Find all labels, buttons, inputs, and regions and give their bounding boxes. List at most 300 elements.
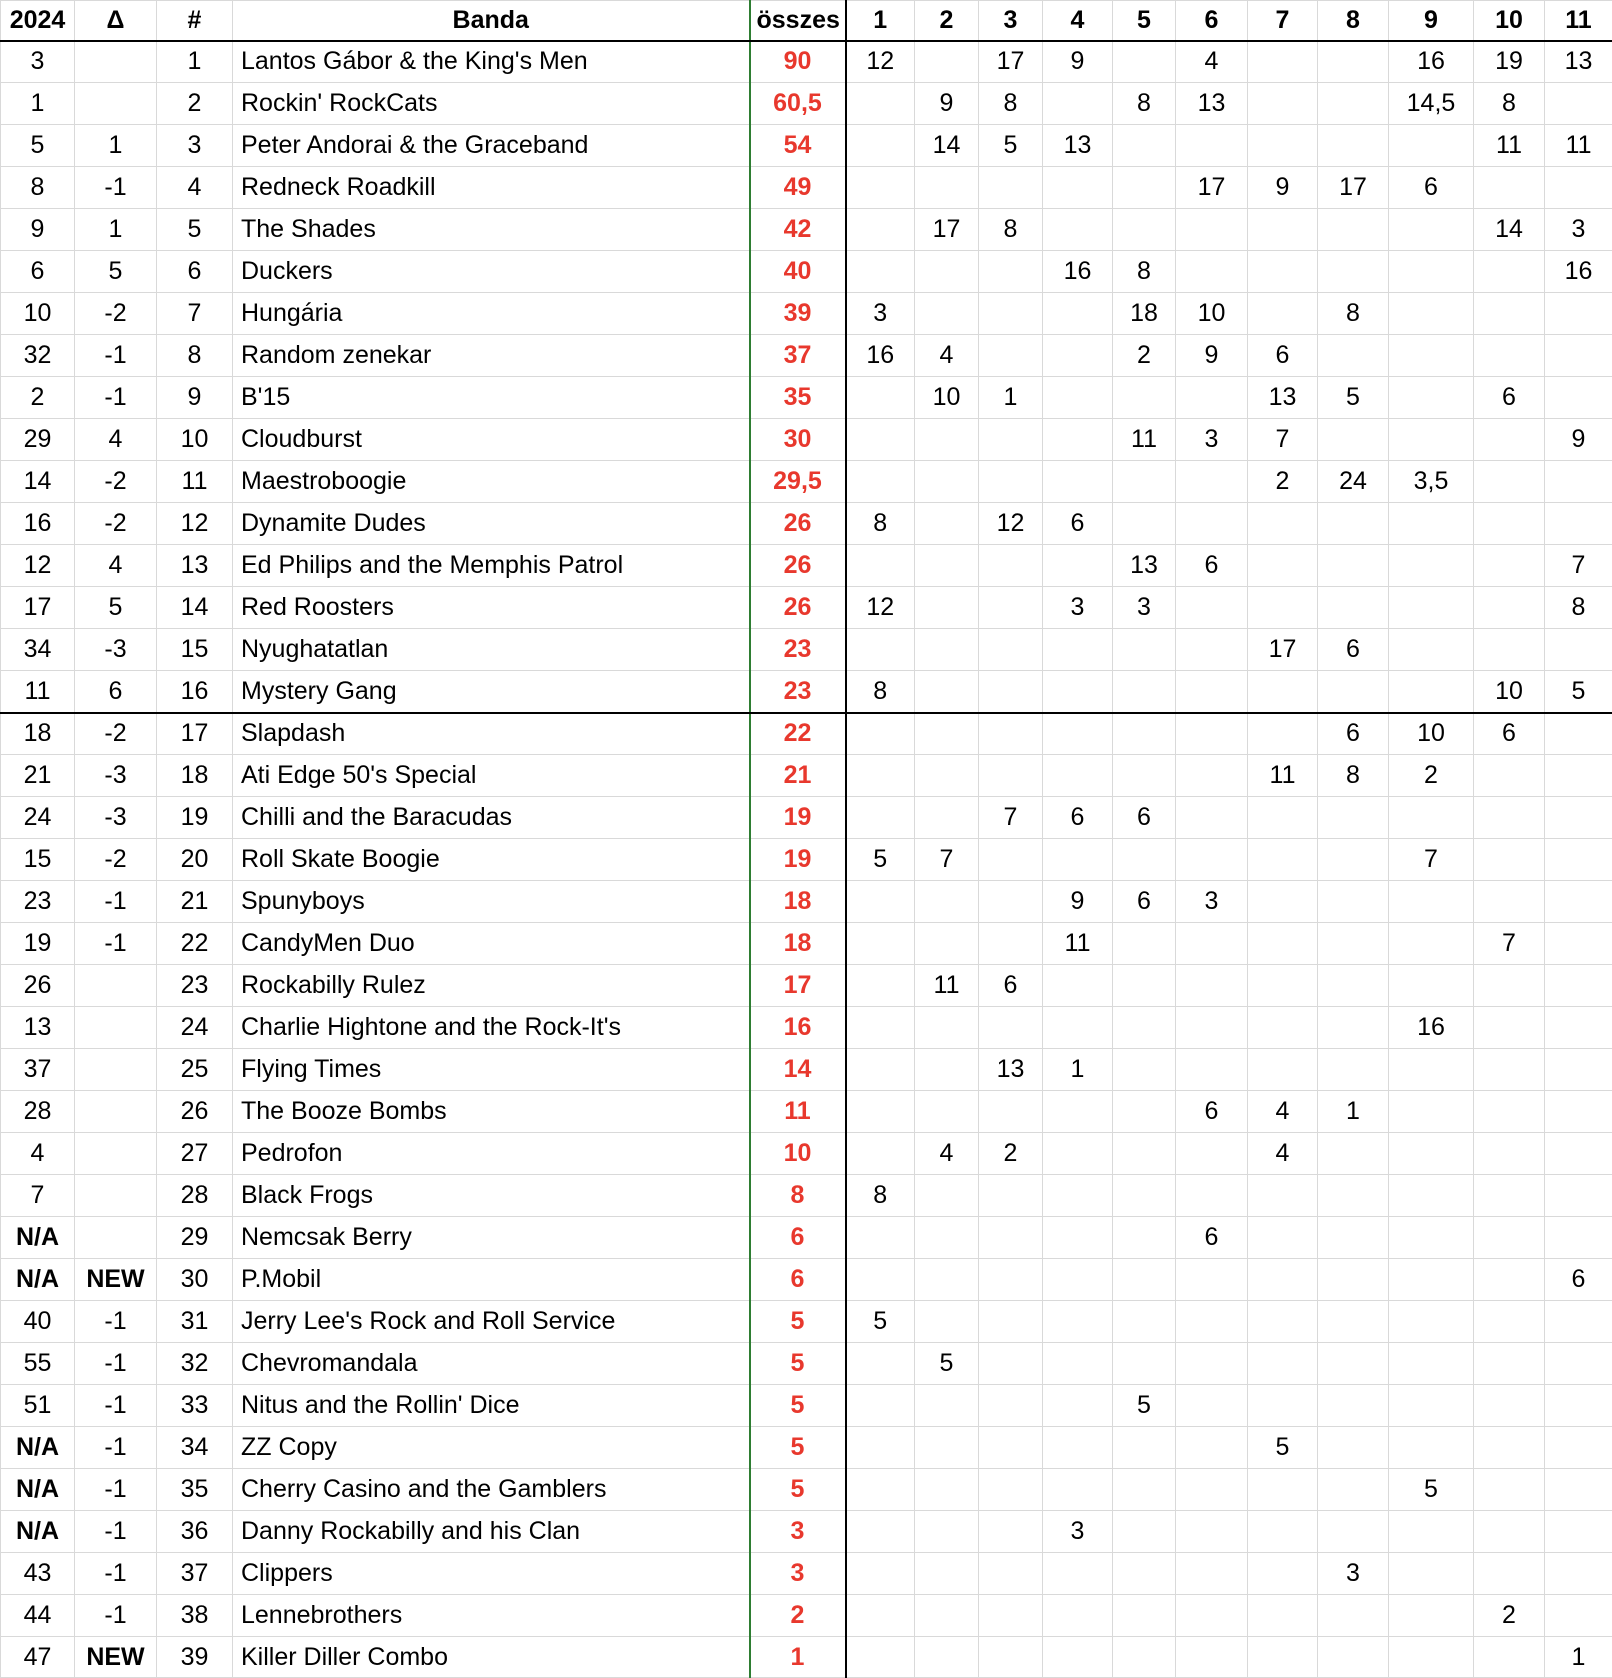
cell-event-11[interactable]: 1 [1545, 1637, 1612, 1678]
cell-event-10[interactable] [1474, 503, 1545, 545]
cell-total[interactable]: 5 [750, 1385, 846, 1427]
cell-event-11[interactable] [1545, 83, 1612, 125]
cell-event-10[interactable] [1474, 1427, 1545, 1469]
cell-event-9[interactable] [1389, 629, 1474, 671]
cell-event-10[interactable] [1474, 1511, 1545, 1553]
cell-event-10[interactable] [1474, 629, 1545, 671]
cell-rank[interactable]: 11 [157, 461, 233, 503]
cell-event-3[interactable] [979, 755, 1043, 797]
cell-band-name[interactable]: Spunyboys [233, 881, 750, 923]
cell-total[interactable]: 8 [750, 1175, 846, 1217]
cell-total[interactable]: 39 [750, 293, 846, 335]
cell-event-7[interactable] [1248, 83, 1318, 125]
cell-event-7[interactable]: 2 [1248, 461, 1318, 503]
cell-event-5[interactable] [1113, 125, 1176, 167]
cell-event-4[interactable]: 11 [1043, 923, 1113, 965]
cell-total[interactable]: 1 [750, 1637, 846, 1678]
cell-band-name[interactable]: Chevromandala [233, 1343, 750, 1385]
cell-total[interactable]: 30 [750, 419, 846, 461]
cell-rank[interactable]: 32 [157, 1343, 233, 1385]
cell-event-3[interactable] [979, 881, 1043, 923]
cell-rank[interactable]: 30 [157, 1259, 233, 1301]
cell-event-6[interactable] [1176, 797, 1248, 839]
cell-prev-year-rank[interactable]: 21 [1, 755, 75, 797]
cell-event-8[interactable] [1318, 1175, 1389, 1217]
cell-event-5[interactable] [1113, 1217, 1176, 1259]
cell-prev-year-rank[interactable]: 40 [1, 1301, 75, 1343]
cell-event-3[interactable] [979, 251, 1043, 293]
cell-event-4[interactable] [1043, 209, 1113, 251]
cell-rank[interactable]: 36 [157, 1511, 233, 1553]
cell-event-8[interactable] [1318, 503, 1389, 545]
cell-event-3[interactable] [979, 1553, 1043, 1595]
cell-total[interactable]: 37 [750, 335, 846, 377]
cell-event-1[interactable] [846, 461, 915, 503]
cell-event-8[interactable]: 17 [1318, 167, 1389, 209]
cell-event-7[interactable] [1248, 923, 1318, 965]
cell-event-2[interactable] [915, 1217, 979, 1259]
cell-event-4[interactable]: 16 [1043, 251, 1113, 293]
cell-band-name[interactable]: Duckers [233, 251, 750, 293]
cell-event-10[interactable] [1474, 293, 1545, 335]
cell-rank[interactable]: 13 [157, 545, 233, 587]
cell-delta[interactable]: NEW [75, 1637, 157, 1678]
header-cell-event-1[interactable]: 1 [846, 1, 915, 41]
cell-total[interactable]: 54 [750, 125, 846, 167]
cell-band-name[interactable]: ZZ Copy [233, 1427, 750, 1469]
cell-total[interactable]: 90 [750, 41, 846, 83]
cell-delta[interactable]: -1 [75, 1343, 157, 1385]
cell-event-2[interactable]: 7 [915, 839, 979, 881]
cell-event-8[interactable]: 5 [1318, 377, 1389, 419]
cell-rank[interactable]: 7 [157, 293, 233, 335]
cell-band-name[interactable]: CandyMen Duo [233, 923, 750, 965]
cell-event-11[interactable] [1545, 461, 1612, 503]
cell-event-7[interactable] [1248, 881, 1318, 923]
cell-event-8[interactable] [1318, 587, 1389, 629]
cell-event-10[interactable] [1474, 545, 1545, 587]
cell-event-2[interactable]: 11 [915, 965, 979, 1007]
cell-total[interactable]: 17 [750, 965, 846, 1007]
cell-event-6[interactable]: 17 [1176, 167, 1248, 209]
cell-event-3[interactable] [979, 1007, 1043, 1049]
header-cell-event-4[interactable]: 4 [1043, 1, 1113, 41]
cell-delta[interactable]: -2 [75, 503, 157, 545]
cell-prev-year-rank[interactable]: 47 [1, 1637, 75, 1678]
cell-event-5[interactable] [1113, 1049, 1176, 1091]
cell-event-4[interactable]: 6 [1043, 503, 1113, 545]
cell-event-2[interactable] [915, 545, 979, 587]
cell-delta[interactable]: -1 [75, 881, 157, 923]
cell-event-10[interactable] [1474, 965, 1545, 1007]
cell-event-1[interactable]: 3 [846, 293, 915, 335]
cell-event-11[interactable]: 6 [1545, 1259, 1612, 1301]
cell-event-6[interactable]: 4 [1176, 41, 1248, 83]
cell-rank[interactable]: 2 [157, 83, 233, 125]
cell-delta[interactable]: -1 [75, 167, 157, 209]
cell-delta[interactable]: -1 [75, 1511, 157, 1553]
cell-event-3[interactable]: 6 [979, 965, 1043, 1007]
cell-event-9[interactable] [1389, 293, 1474, 335]
cell-event-7[interactable] [1248, 587, 1318, 629]
cell-event-6[interactable]: 10 [1176, 293, 1248, 335]
cell-event-5[interactable] [1113, 671, 1176, 713]
cell-event-10[interactable] [1474, 1217, 1545, 1259]
cell-band-name[interactable]: Cloudburst [233, 419, 750, 461]
cell-rank[interactable]: 18 [157, 755, 233, 797]
cell-event-8[interactable] [1318, 1301, 1389, 1343]
cell-event-1[interactable]: 8 [846, 503, 915, 545]
cell-rank[interactable]: 3 [157, 125, 233, 167]
cell-event-11[interactable] [1545, 1511, 1612, 1553]
cell-event-6[interactable] [1176, 1133, 1248, 1175]
cell-event-8[interactable] [1318, 125, 1389, 167]
cell-event-7[interactable] [1248, 1007, 1318, 1049]
cell-event-3[interactable] [979, 1427, 1043, 1469]
cell-rank[interactable]: 33 [157, 1385, 233, 1427]
cell-event-1[interactable] [846, 125, 915, 167]
cell-event-3[interactable] [979, 461, 1043, 503]
cell-event-11[interactable] [1545, 755, 1612, 797]
cell-event-9[interactable] [1389, 1133, 1474, 1175]
cell-event-6[interactable] [1176, 1049, 1248, 1091]
cell-event-7[interactable] [1248, 503, 1318, 545]
cell-event-8[interactable]: 24 [1318, 461, 1389, 503]
cell-delta[interactable] [75, 41, 157, 83]
cell-event-1[interactable] [846, 1133, 915, 1175]
cell-event-11[interactable] [1545, 1091, 1612, 1133]
cell-event-8[interactable] [1318, 1595, 1389, 1637]
cell-event-9[interactable]: 14,5 [1389, 83, 1474, 125]
cell-prev-year-rank[interactable]: 4 [1, 1133, 75, 1175]
cell-event-9[interactable] [1389, 1175, 1474, 1217]
cell-event-5[interactable] [1113, 209, 1176, 251]
cell-delta[interactable]: 4 [75, 545, 157, 587]
cell-event-1[interactable] [846, 1385, 915, 1427]
header-cell-delta[interactable]: Δ [75, 1, 157, 41]
cell-event-5[interactable] [1113, 41, 1176, 83]
header-cell-event-10[interactable]: 10 [1474, 1, 1545, 41]
cell-rank[interactable]: 23 [157, 965, 233, 1007]
cell-event-1[interactable] [846, 251, 915, 293]
cell-rank[interactable]: 31 [157, 1301, 233, 1343]
cell-prev-year-rank[interactable]: 3 [1, 41, 75, 83]
cell-band-name[interactable]: Ed Philips and the Memphis Patrol [233, 545, 750, 587]
cell-event-3[interactable] [979, 671, 1043, 713]
cell-event-1[interactable] [846, 1007, 915, 1049]
cell-delta[interactable]: 1 [75, 125, 157, 167]
cell-delta[interactable]: 5 [75, 251, 157, 293]
cell-event-1[interactable] [846, 419, 915, 461]
cell-prev-year-rank[interactable]: N/A [1, 1427, 75, 1469]
cell-event-6[interactable] [1176, 1343, 1248, 1385]
cell-total[interactable]: 11 [750, 1091, 846, 1133]
cell-event-1[interactable]: 8 [846, 1175, 915, 1217]
cell-event-11[interactable] [1545, 1595, 1612, 1637]
cell-total[interactable]: 2 [750, 1595, 846, 1637]
cell-event-8[interactable] [1318, 1637, 1389, 1678]
cell-prev-year-rank[interactable]: 6 [1, 251, 75, 293]
cell-event-1[interactable] [846, 1595, 915, 1637]
cell-event-4[interactable] [1043, 839, 1113, 881]
cell-event-5[interactable] [1113, 1091, 1176, 1133]
cell-band-name[interactable]: Dynamite Dudes [233, 503, 750, 545]
cell-event-8[interactable] [1318, 209, 1389, 251]
cell-prev-year-rank[interactable]: 32 [1, 335, 75, 377]
cell-event-6[interactable]: 6 [1176, 1091, 1248, 1133]
cell-band-name[interactable]: Slapdash [233, 713, 750, 755]
cell-band-name[interactable]: Redneck Roadkill [233, 167, 750, 209]
cell-event-5[interactable] [1113, 1595, 1176, 1637]
cell-event-8[interactable] [1318, 881, 1389, 923]
cell-event-9[interactable] [1389, 1343, 1474, 1385]
cell-event-4[interactable] [1043, 1469, 1113, 1511]
cell-prev-year-rank[interactable]: 8 [1, 167, 75, 209]
cell-event-10[interactable] [1474, 587, 1545, 629]
cell-event-11[interactable] [1545, 1469, 1612, 1511]
cell-event-5[interactable]: 6 [1113, 881, 1176, 923]
cell-event-7[interactable] [1248, 125, 1318, 167]
cell-event-10[interactable]: 14 [1474, 209, 1545, 251]
cell-event-8[interactable] [1318, 1259, 1389, 1301]
cell-event-7[interactable] [1248, 1301, 1318, 1343]
cell-event-1[interactable]: 16 [846, 335, 915, 377]
cell-delta[interactable]: -2 [75, 461, 157, 503]
cell-event-7[interactable] [1248, 1175, 1318, 1217]
cell-rank[interactable]: 4 [157, 167, 233, 209]
cell-event-3[interactable]: 5 [979, 125, 1043, 167]
cell-delta[interactable]: NEW [75, 1259, 157, 1301]
cell-event-2[interactable] [915, 1007, 979, 1049]
cell-event-10[interactable] [1474, 419, 1545, 461]
cell-event-2[interactable]: 4 [915, 1133, 979, 1175]
cell-band-name[interactable]: Random zenekar [233, 335, 750, 377]
cell-event-1[interactable] [846, 1553, 915, 1595]
cell-total[interactable]: 35 [750, 377, 846, 419]
cell-event-4[interactable]: 6 [1043, 797, 1113, 839]
cell-event-6[interactable] [1176, 965, 1248, 1007]
cell-total[interactable]: 5 [750, 1343, 846, 1385]
cell-event-6[interactable]: 3 [1176, 881, 1248, 923]
header-cell-total[interactable]: összes [750, 1, 846, 41]
cell-event-10[interactable] [1474, 251, 1545, 293]
cell-prev-year-rank[interactable]: 51 [1, 1385, 75, 1427]
cell-event-9[interactable]: 16 [1389, 1007, 1474, 1049]
cell-event-2[interactable] [915, 1637, 979, 1678]
cell-event-10[interactable] [1474, 1343, 1545, 1385]
cell-event-7[interactable]: 4 [1248, 1133, 1318, 1175]
cell-event-9[interactable] [1389, 1217, 1474, 1259]
cell-event-10[interactable] [1474, 755, 1545, 797]
cell-event-7[interactable]: 17 [1248, 629, 1318, 671]
cell-event-11[interactable] [1545, 1385, 1612, 1427]
cell-event-7[interactable] [1248, 209, 1318, 251]
cell-event-7[interactable] [1248, 1049, 1318, 1091]
cell-event-11[interactable] [1545, 1427, 1612, 1469]
cell-event-6[interactable]: 13 [1176, 83, 1248, 125]
cell-event-8[interactable] [1318, 1217, 1389, 1259]
cell-event-2[interactable] [915, 1091, 979, 1133]
cell-event-2[interactable] [915, 293, 979, 335]
cell-event-7[interactable]: 13 [1248, 377, 1318, 419]
cell-event-11[interactable]: 11 [1545, 125, 1612, 167]
cell-event-5[interactable] [1113, 1511, 1176, 1553]
cell-event-1[interactable] [846, 965, 915, 1007]
cell-total[interactable]: 10 [750, 1133, 846, 1175]
cell-delta[interactable]: -1 [75, 1301, 157, 1343]
cell-event-8[interactable] [1318, 923, 1389, 965]
cell-delta[interactable]: -1 [75, 1469, 157, 1511]
cell-prev-year-rank[interactable]: 9 [1, 209, 75, 251]
cell-event-4[interactable] [1043, 1637, 1113, 1678]
cell-event-5[interactable]: 13 [1113, 545, 1176, 587]
cell-event-2[interactable]: 10 [915, 377, 979, 419]
cell-event-1[interactable] [846, 1511, 915, 1553]
cell-rank[interactable]: 21 [157, 881, 233, 923]
cell-delta[interactable]: -3 [75, 629, 157, 671]
cell-event-2[interactable] [915, 1427, 979, 1469]
cell-event-7[interactable] [1248, 1469, 1318, 1511]
cell-prev-year-rank[interactable]: 5 [1, 125, 75, 167]
cell-event-9[interactable]: 2 [1389, 755, 1474, 797]
cell-event-4[interactable] [1043, 83, 1113, 125]
cell-band-name[interactable]: Mystery Gang [233, 671, 750, 713]
cell-rank[interactable]: 6 [157, 251, 233, 293]
cell-event-2[interactable] [915, 629, 979, 671]
cell-total[interactable]: 40 [750, 251, 846, 293]
cell-event-2[interactable] [915, 167, 979, 209]
cell-event-4[interactable] [1043, 167, 1113, 209]
cell-band-name[interactable]: Danny Rockabilly and his Clan [233, 1511, 750, 1553]
cell-prev-year-rank[interactable]: 44 [1, 1595, 75, 1637]
cell-event-6[interactable] [1176, 251, 1248, 293]
cell-event-8[interactable] [1318, 419, 1389, 461]
cell-event-4[interactable] [1043, 713, 1113, 755]
cell-event-8[interactable] [1318, 335, 1389, 377]
cell-event-10[interactable]: 8 [1474, 83, 1545, 125]
cell-delta[interactable]: 1 [75, 209, 157, 251]
cell-event-5[interactable] [1113, 1637, 1176, 1678]
cell-band-name[interactable]: B'15 [233, 377, 750, 419]
cell-event-8[interactable] [1318, 1049, 1389, 1091]
cell-event-3[interactable]: 17 [979, 41, 1043, 83]
cell-event-2[interactable]: 5 [915, 1343, 979, 1385]
cell-total[interactable]: 26 [750, 587, 846, 629]
cell-event-7[interactable] [1248, 965, 1318, 1007]
cell-event-8[interactable] [1318, 1427, 1389, 1469]
cell-delta[interactable]: -1 [75, 1427, 157, 1469]
cell-prev-year-rank[interactable]: 1 [1, 83, 75, 125]
cell-delta[interactable]: 6 [75, 671, 157, 713]
cell-prev-year-rank[interactable]: N/A [1, 1259, 75, 1301]
cell-prev-year-rank[interactable]: 37 [1, 1049, 75, 1091]
cell-event-10[interactable] [1474, 335, 1545, 377]
cell-prev-year-rank[interactable]: 11 [1, 671, 75, 713]
cell-event-7[interactable] [1248, 1259, 1318, 1301]
cell-band-name[interactable]: Flying Times [233, 1049, 750, 1091]
cell-total[interactable]: 5 [750, 1427, 846, 1469]
cell-event-3[interactable] [979, 1301, 1043, 1343]
cell-event-2[interactable] [915, 1259, 979, 1301]
cell-event-5[interactable]: 8 [1113, 83, 1176, 125]
cell-event-9[interactable]: 5 [1389, 1469, 1474, 1511]
cell-prev-year-rank[interactable]: 24 [1, 797, 75, 839]
cell-event-4[interactable] [1043, 1595, 1113, 1637]
cell-event-11[interactable] [1545, 1175, 1612, 1217]
cell-event-8[interactable]: 3 [1318, 1553, 1389, 1595]
cell-total[interactable]: 18 [750, 881, 846, 923]
cell-event-2[interactable] [915, 461, 979, 503]
cell-event-3[interactable]: 8 [979, 83, 1043, 125]
cell-event-2[interactable]: 14 [915, 125, 979, 167]
cell-event-3[interactable] [979, 1385, 1043, 1427]
cell-delta[interactable]: -2 [75, 293, 157, 335]
cell-event-9[interactable] [1389, 671, 1474, 713]
cell-prev-year-rank[interactable]: 10 [1, 293, 75, 335]
cell-event-10[interactable] [1474, 839, 1545, 881]
header-cell-band[interactable]: Banda [233, 1, 750, 41]
cell-total[interactable]: 26 [750, 545, 846, 587]
cell-event-11[interactable] [1545, 1049, 1612, 1091]
cell-event-2[interactable] [915, 755, 979, 797]
cell-rank[interactable]: 27 [157, 1133, 233, 1175]
cell-band-name[interactable]: Jerry Lee's Rock and Roll Service [233, 1301, 750, 1343]
header-cell-rank[interactable]: # [157, 1, 233, 41]
cell-event-6[interactable]: 3 [1176, 419, 1248, 461]
cell-event-11[interactable] [1545, 1133, 1612, 1175]
cell-total[interactable]: 23 [750, 671, 846, 713]
cell-event-11[interactable]: 9 [1545, 419, 1612, 461]
cell-event-11[interactable] [1545, 839, 1612, 881]
cell-event-3[interactable] [979, 545, 1043, 587]
cell-event-4[interactable] [1043, 1217, 1113, 1259]
cell-event-1[interactable] [846, 881, 915, 923]
cell-event-2[interactable] [915, 923, 979, 965]
cell-rank[interactable]: 15 [157, 629, 233, 671]
cell-event-6[interactable] [1176, 209, 1248, 251]
cell-event-3[interactable]: 7 [979, 797, 1043, 839]
cell-event-7[interactable] [1248, 1217, 1318, 1259]
cell-event-11[interactable] [1545, 1217, 1612, 1259]
cell-prev-year-rank[interactable]: 2 [1, 377, 75, 419]
cell-event-11[interactable] [1545, 1007, 1612, 1049]
cell-event-5[interactable] [1113, 503, 1176, 545]
cell-event-8[interactable] [1318, 1343, 1389, 1385]
cell-event-1[interactable] [846, 755, 915, 797]
cell-event-5[interactable]: 18 [1113, 293, 1176, 335]
cell-event-3[interactable] [979, 1511, 1043, 1553]
cell-band-name[interactable]: Maestroboogie [233, 461, 750, 503]
cell-event-5[interactable] [1113, 1469, 1176, 1511]
cell-event-3[interactable] [979, 629, 1043, 671]
cell-band-name[interactable]: Cherry Casino and the Gamblers [233, 1469, 750, 1511]
cell-event-9[interactable]: 3,5 [1389, 461, 1474, 503]
cell-prev-year-rank[interactable]: 12 [1, 545, 75, 587]
cell-event-5[interactable] [1113, 1007, 1176, 1049]
cell-event-5[interactable] [1113, 167, 1176, 209]
cell-event-9[interactable] [1389, 1553, 1474, 1595]
cell-band-name[interactable]: Nyughatatlan [233, 629, 750, 671]
cell-event-5[interactable]: 11 [1113, 419, 1176, 461]
cell-event-2[interactable] [915, 713, 979, 755]
cell-band-name[interactable]: Nemcsak Berry [233, 1217, 750, 1259]
cell-event-10[interactable] [1474, 797, 1545, 839]
cell-band-name[interactable]: Charlie Hightone and the Rock-It's [233, 1007, 750, 1049]
cell-delta[interactable]: 5 [75, 587, 157, 629]
cell-event-8[interactable] [1318, 1469, 1389, 1511]
cell-event-9[interactable] [1389, 1301, 1474, 1343]
cell-total[interactable]: 23 [750, 629, 846, 671]
